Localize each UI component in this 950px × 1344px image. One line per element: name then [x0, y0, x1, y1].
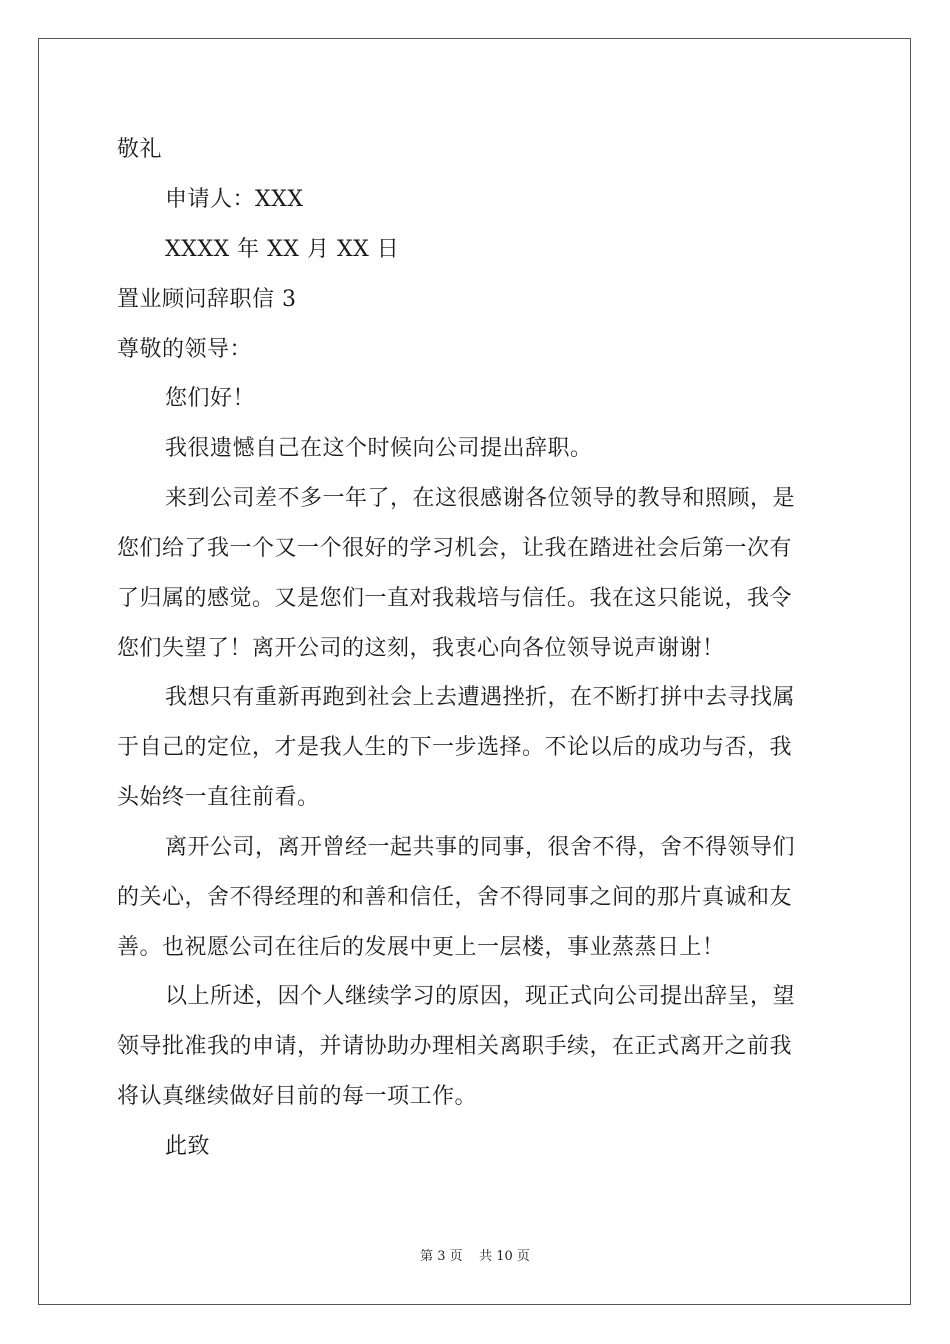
paragraph-line: 您们失望了！离开公司的这刻，我衷心向各位领导说声谢谢！ — [117, 636, 725, 661]
page-border — [38, 38, 911, 1305]
paragraph-line: 于自己的定位，才是我人生的下一步选择。不论以后的成功与否，我 — [117, 735, 793, 760]
paragraph-line: 善。也祝愿公司在往后的发展中更上一层楼，事业蒸蒸日上！ — [117, 935, 725, 960]
paragraph-line: 以上所述，因个人继续学习的原因，现正式向公司提出辞呈，望 — [165, 984, 796, 1009]
paragraph-line: 您们给了我一个又一个很好的学习机会，让我在踏进社会后第一次有 — [117, 536, 793, 561]
closing-salutation: 敬礼 — [117, 137, 163, 162]
closing-line: 此致 — [165, 1134, 211, 1159]
paragraph-line: 的关心，舍不得经理的和善和信任，舍不得同事之间的那片真诚和友 — [117, 885, 793, 910]
date-line: XXXX 年 XX 月 XX 日 — [165, 237, 400, 262]
paragraph-line: 了归属的感觉。又是您们一直对我栽培与信任。我在这只能说，我令 — [117, 586, 793, 611]
paragraph-line: 我想只有重新再跑到社会上去遭遇挫折，在不断打拼中去寻找属 — [165, 685, 796, 710]
paragraph-line: 来到公司差不多一年了，在这很感谢各位领导的教导和照顾，是 — [165, 486, 796, 511]
paragraph-line: 领导批准我的申请，并请协助办理相关离职手续，在正式离开之前我 — [117, 1034, 793, 1059]
letter-title: 置业顾问辞职信 3 — [117, 287, 297, 312]
recipient-line: 尊敬的领导： — [117, 337, 253, 362]
paragraph-line: 将认真继续做好目前的每一项工作。 — [117, 1084, 478, 1109]
paragraph-line: 离开公司，离开曾经一起共事的同事，很舍不得，舍不得领导们 — [165, 835, 796, 860]
paragraph-line: 我很遗憾自己在这个时候向公司提出辞职。 — [165, 436, 593, 461]
page-number: 第 3 页 共 10 页 — [420, 1249, 530, 1264]
applicant-line: 申请人：XXX — [165, 187, 304, 212]
greeting-line: 您们好！ — [165, 386, 256, 411]
paragraph-line: 头始终一直往前看。 — [117, 785, 320, 810]
